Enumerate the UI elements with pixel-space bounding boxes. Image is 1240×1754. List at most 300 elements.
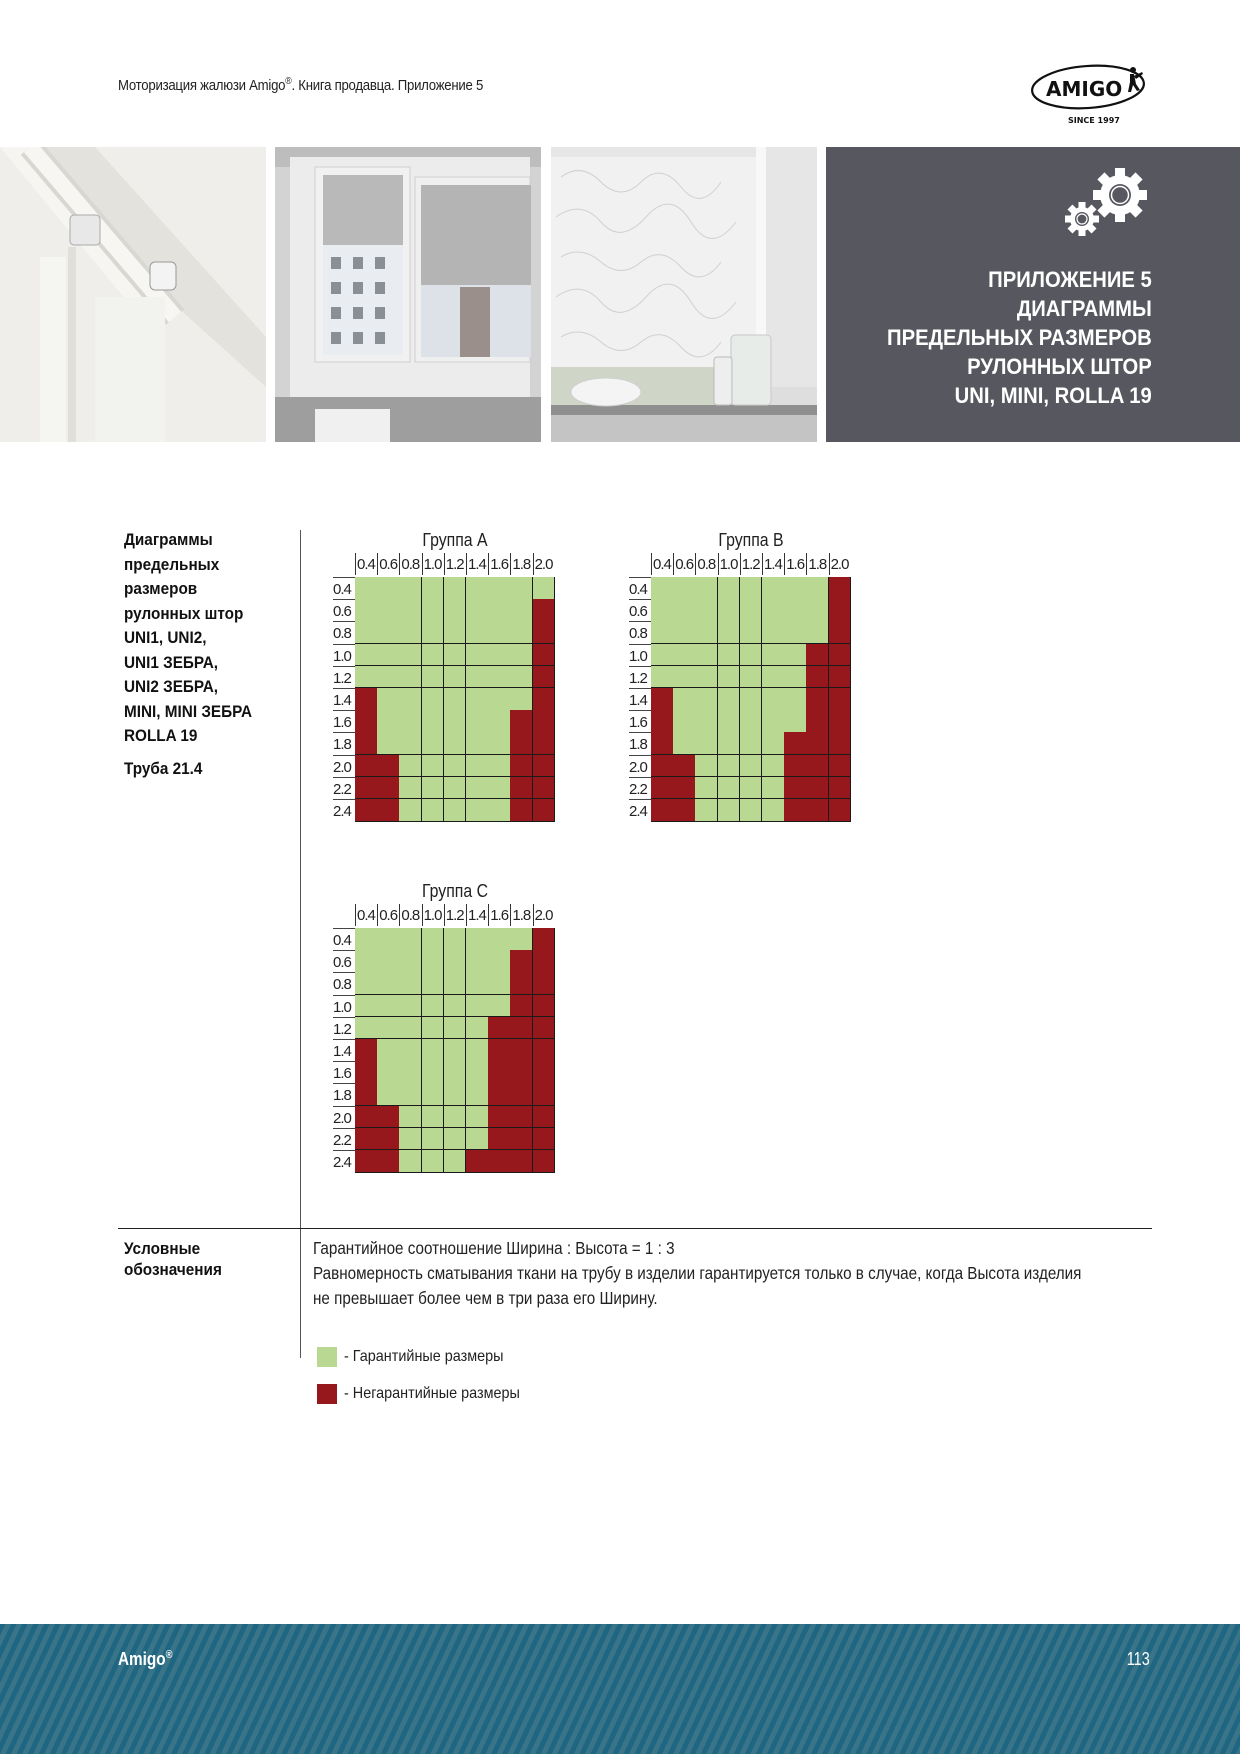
label-line: Условные: [124, 1239, 201, 1258]
cell-not-guaranteed: [510, 1128, 533, 1151]
cell-not-guaranteed: [355, 1128, 378, 1151]
cell-guaranteed: [422, 755, 445, 778]
cell-guaranteed: [466, 688, 489, 711]
cell-not-guaranteed: [510, 710, 533, 733]
cell-guaranteed: [740, 732, 763, 755]
cell-guaranteed: [466, 972, 489, 995]
height-tick-label: 2.2: [333, 777, 355, 799]
cell-guaranteed: [377, 1061, 400, 1084]
cell-not-guaranteed: [673, 777, 696, 800]
cell-guaranteed: [673, 644, 696, 667]
cell-not-guaranteed: [784, 777, 807, 800]
cell-guaranteed: [466, 950, 489, 973]
cell-not-guaranteed: [533, 755, 556, 778]
cell-guaranteed: [466, 777, 489, 800]
running-header: [118, 76, 483, 94]
photo-patterned-graphic: [551, 147, 817, 442]
label-line: размеров: [124, 579, 198, 598]
cell-not-guaranteed: [488, 1061, 511, 1084]
cell-guaranteed: [466, 577, 489, 600]
size-grid: [333, 907, 555, 1172]
cell-not-guaranteed: [829, 799, 852, 822]
cell-not-guaranteed: [651, 688, 674, 711]
width-tick-label: 1.6: [784, 553, 806, 575]
cell-guaranteed: [740, 577, 763, 600]
cell-guaranteed: [718, 710, 741, 733]
cell-guaranteed: [377, 644, 400, 667]
cell-not-guaranteed: [355, 755, 378, 778]
cell-guaranteed: [466, 1106, 489, 1129]
cell-not-guaranteed: [533, 950, 556, 973]
cell-guaranteed: [422, 1061, 445, 1084]
cell-guaranteed: [718, 577, 741, 600]
width-tick-label: 1.2: [444, 904, 466, 926]
title-line: ПРЕДЕЛЬНЫХ РАЗМЕРОВ: [887, 325, 1152, 350]
height-tick-label: 1.8: [333, 732, 355, 754]
cell-not-guaranteed: [651, 799, 674, 822]
cell-guaranteed: [422, 950, 445, 973]
cell-guaranteed: [355, 950, 378, 973]
cell-guaranteed: [718, 732, 741, 755]
cell-guaranteed: [488, 928, 511, 951]
cell-guaranteed: [651, 644, 674, 667]
cell-not-guaranteed: [829, 599, 852, 622]
cell-guaranteed: [377, 1083, 400, 1106]
cell-guaranteed: [355, 666, 378, 689]
cell-guaranteed: [533, 577, 556, 600]
width-tick-label: 2.0: [533, 904, 555, 926]
cell-guaranteed: [399, 972, 422, 995]
cell-not-guaranteed: [533, 644, 556, 667]
width-tick-label: 1.0: [422, 553, 444, 575]
cell-not-guaranteed: [784, 799, 807, 822]
height-tick-label: 2.4: [333, 799, 355, 821]
cell-guaranteed: [784, 688, 807, 711]
cell-guaranteed: [422, 928, 445, 951]
cell-guaranteed: [444, 995, 467, 1018]
cell-not-guaranteed: [829, 732, 852, 755]
cell-not-guaranteed: [533, 777, 556, 800]
label-line: UNI2 ЗЕБРА,: [124, 677, 219, 696]
cell-not-guaranteed: [355, 1039, 378, 1062]
photo-roller-graphic: [0, 147, 266, 442]
cell-guaranteed: [673, 710, 696, 733]
cell-guaranteed: [377, 1039, 400, 1062]
width-tick-label: 1.4: [466, 904, 488, 926]
label-line: Диаграммы: [124, 530, 213, 549]
cell-guaranteed: [695, 777, 718, 800]
cell-guaranteed: [740, 599, 763, 622]
cell-guaranteed: [422, 599, 445, 622]
cell-guaranteed: [355, 599, 378, 622]
cell-guaranteed: [695, 644, 718, 667]
cell-guaranteed: [399, 799, 422, 822]
cell-guaranteed: [422, 799, 445, 822]
cell-guaranteed: [488, 972, 511, 995]
cell-not-guaranteed: [355, 1106, 378, 1129]
cell-guaranteed: [762, 777, 785, 800]
width-tick-label: 0.4: [355, 904, 377, 926]
cell-guaranteed: [422, 1083, 445, 1106]
cell-guaranteed: [488, 799, 511, 822]
cell-guaranteed: [444, 1150, 467, 1173]
cell-guaranteed: [806, 599, 829, 622]
cell-guaranteed: [399, 1083, 422, 1106]
cell-guaranteed: [399, 928, 422, 951]
cell-not-guaranteed: [829, 621, 852, 644]
cell-guaranteed: [355, 972, 378, 995]
cell-guaranteed: [510, 644, 533, 667]
cell-not-guaranteed: [673, 755, 696, 778]
cell-not-guaranteed: [784, 732, 807, 755]
cell-guaranteed: [510, 928, 533, 951]
cell-guaranteed: [399, 599, 422, 622]
cell-not-guaranteed: [533, 995, 556, 1018]
width-tick-label: 1.0: [718, 553, 740, 575]
cell-guaranteed: [510, 577, 533, 600]
cell-not-guaranteed: [829, 777, 852, 800]
cell-guaranteed: [399, 777, 422, 800]
cell-not-guaranteed: [488, 1039, 511, 1062]
note-text: не превышает более чем в три раза его Ширину.: [313, 1288, 658, 1308]
cell-guaranteed: [444, 644, 467, 667]
cell-guaranteed: [422, 995, 445, 1018]
height-tick-label: 0.6: [333, 599, 355, 621]
cell-guaranteed: [510, 621, 533, 644]
cell-not-guaranteed: [533, 1150, 556, 1173]
title-line: UNI, MINI, ROLLA 19: [954, 383, 1152, 408]
cell-guaranteed: [466, 732, 489, 755]
cell-not-guaranteed: [829, 577, 852, 600]
cell-guaranteed: [422, 621, 445, 644]
cell-guaranteed: [444, 1128, 467, 1151]
cell-not-guaranteed: [806, 755, 829, 778]
cell-guaranteed: [806, 621, 829, 644]
cell-not-guaranteed: [510, 972, 533, 995]
cell-guaranteed: [399, 644, 422, 667]
cell-guaranteed: [695, 621, 718, 644]
cell-guaranteed: [651, 577, 674, 600]
width-tick-label: 1.6: [488, 904, 510, 926]
cell-not-guaranteed: [355, 1061, 378, 1084]
cell-not-guaranteed: [533, 732, 556, 755]
footer-brand: [118, 1649, 172, 1670]
cell-guaranteed: [466, 995, 489, 1018]
height-tick-label: 0.6: [333, 950, 355, 972]
height-tick-label: 1.4: [333, 688, 355, 710]
cell-guaranteed: [399, 710, 422, 733]
runner-icon: [1128, 67, 1143, 92]
cell-guaranteed: [740, 666, 763, 689]
width-tick-label: 0.8: [399, 904, 421, 926]
width-tick-label: 0.6: [377, 553, 399, 575]
cell-guaranteed: [466, 666, 489, 689]
height-tick-label: 1.2: [333, 1017, 355, 1039]
cell-guaranteed: [718, 755, 741, 778]
cell-guaranteed: [444, 1106, 467, 1129]
cell-guaranteed: [510, 599, 533, 622]
cell-guaranteed: [510, 688, 533, 711]
cell-guaranteed: [444, 688, 467, 711]
cell-guaranteed: [466, 928, 489, 951]
height-tick-label: 1.6: [333, 1061, 355, 1083]
cell-guaranteed: [740, 777, 763, 800]
cell-guaranteed: [377, 995, 400, 1018]
cell-guaranteed: [488, 644, 511, 667]
diagrams-section-label: [124, 528, 252, 781]
cell-not-guaranteed: [806, 799, 829, 822]
photo-patterned-blind: [551, 147, 817, 442]
cell-not-guaranteed: [488, 1106, 511, 1129]
width-tick-label: 0.8: [399, 553, 421, 575]
cell-guaranteed: [444, 577, 467, 600]
cell-guaranteed: [422, 688, 445, 711]
cell-guaranteed: [466, 1083, 489, 1106]
cell-guaranteed: [466, 710, 489, 733]
cell-guaranteed: [718, 688, 741, 711]
cell-not-guaranteed: [533, 1083, 556, 1106]
logo-brand: AMIGO: [1046, 77, 1123, 101]
cell-guaranteed: [651, 599, 674, 622]
height-tick-label: 1.2: [629, 666, 651, 688]
width-tick-label: 2.0: [829, 553, 851, 575]
cell-guaranteed: [718, 799, 741, 822]
height-tick-label: 1.8: [629, 732, 651, 754]
cell-guaranteed: [377, 972, 400, 995]
height-tick-label: 0.8: [333, 621, 355, 643]
cell-not-guaranteed: [533, 1061, 556, 1084]
cell-guaranteed: [444, 799, 467, 822]
height-tick-label: 2.0: [333, 1106, 355, 1128]
cell-not-guaranteed: [533, 1017, 556, 1040]
chart-title: Группа A: [422, 530, 488, 550]
cell-guaranteed: [422, 777, 445, 800]
height-tick-label: 1.2: [333, 666, 355, 688]
cell-guaranteed: [466, 644, 489, 667]
cell-guaranteed: [673, 688, 696, 711]
cell-not-guaranteed: [377, 777, 400, 800]
height-tick-label: 1.0: [333, 995, 355, 1017]
size-grid: [333, 556, 555, 821]
cell-not-guaranteed: [533, 1039, 556, 1062]
cell-guaranteed: [466, 1061, 489, 1084]
cell-not-guaranteed: [806, 688, 829, 711]
cell-not-guaranteed: [533, 1106, 556, 1129]
cell-guaranteed: [466, 621, 489, 644]
cell-guaranteed: [444, 666, 467, 689]
cell-guaranteed: [377, 621, 400, 644]
footer-brand-text: Amigo: [118, 1649, 166, 1669]
cell-not-guaranteed: [533, 972, 556, 995]
cell-guaranteed: [695, 799, 718, 822]
cell-not-guaranteed: [806, 777, 829, 800]
height-tick-label: 0.4: [629, 577, 651, 599]
cell-guaranteed: [740, 621, 763, 644]
cell-not-guaranteed: [355, 1150, 378, 1173]
cell-guaranteed: [740, 644, 763, 667]
cell-guaranteed: [673, 666, 696, 689]
cell-not-guaranteed: [355, 777, 378, 800]
cell-guaranteed: [488, 950, 511, 973]
cell-guaranteed: [444, 950, 467, 973]
cell-not-guaranteed: [533, 710, 556, 733]
width-tick-label: 0.4: [651, 553, 673, 575]
size-grid: [629, 556, 851, 821]
height-tick-label: 1.8: [333, 1083, 355, 1105]
cell-guaranteed: [762, 732, 785, 755]
section-divider: [118, 1228, 1152, 1229]
label-line: UNI1, UNI2,: [124, 628, 207, 647]
cell-not-guaranteed: [488, 1150, 511, 1173]
cell-guaranteed: [718, 599, 741, 622]
cell-guaranteed: [399, 621, 422, 644]
cell-not-guaranteed: [377, 755, 400, 778]
cell-guaranteed: [673, 621, 696, 644]
height-tick-label: 0.4: [333, 928, 355, 950]
height-tick-label: 2.4: [333, 1150, 355, 1172]
height-tick-label: 0.8: [333, 972, 355, 994]
photo-window-graphic: [275, 147, 541, 442]
cell-guaranteed: [399, 1106, 422, 1129]
cell-guaranteed: [355, 577, 378, 600]
cell-not-guaranteed: [510, 1061, 533, 1084]
cell-guaranteed: [740, 710, 763, 733]
amigo-logo: [1030, 58, 1154, 130]
cell-not-guaranteed: [510, 1039, 533, 1062]
cell-guaranteed: [762, 666, 785, 689]
cell-guaranteed: [806, 577, 829, 600]
gears-icon: [1062, 167, 1152, 239]
cell-not-guaranteed: [533, 688, 556, 711]
cell-guaranteed: [466, 1128, 489, 1151]
cell-guaranteed: [784, 644, 807, 667]
width-tick-label: 1.4: [762, 553, 784, 575]
height-tick-label: 0.8: [629, 621, 651, 643]
cell-guaranteed: [355, 1017, 378, 1040]
appendix-title: [887, 265, 1152, 410]
cell-guaranteed: [377, 928, 400, 951]
width-tick-label: 1.8: [806, 553, 828, 575]
cell-guaranteed: [673, 577, 696, 600]
cell-guaranteed: [466, 799, 489, 822]
cell-guaranteed: [740, 688, 763, 711]
photo-roller-mechanism: [0, 147, 266, 442]
cell-guaranteed: [444, 755, 467, 778]
green-swatch-icon: [317, 1347, 337, 1367]
cell-not-guaranteed: [533, 599, 556, 622]
width-tick-label: 1.4: [466, 553, 488, 575]
width-tick-label: 0.6: [377, 904, 399, 926]
cell-guaranteed: [355, 995, 378, 1018]
page-number: 113: [1127, 1649, 1150, 1669]
cell-guaranteed: [488, 621, 511, 644]
cell-guaranteed: [444, 621, 467, 644]
height-tick-label: 1.4: [333, 1039, 355, 1061]
cell-guaranteed: [422, 666, 445, 689]
cell-guaranteed: [422, 1106, 445, 1129]
cell-not-guaranteed: [510, 1106, 533, 1129]
note-text: Равномерность сматывания ткани на трубу в изделии гарантируется только в случае, когда Высота изделия: [313, 1263, 1082, 1283]
cell-guaranteed: [377, 688, 400, 711]
width-tick-label: 0.8: [695, 553, 717, 575]
width-tick-label: 1.2: [740, 553, 762, 575]
cell-guaranteed: [444, 1083, 467, 1106]
cell-guaranteed: [399, 755, 422, 778]
cell-guaranteed: [488, 755, 511, 778]
cell-not-guaranteed: [377, 799, 400, 822]
label-line: UNI1 ЗЕБРА,: [124, 652, 219, 672]
cell-guaranteed: [762, 599, 785, 622]
cell-not-guaranteed: [829, 666, 852, 689]
cell-guaranteed: [488, 732, 511, 755]
cell-not-guaranteed: [533, 928, 556, 951]
cell-not-guaranteed: [533, 799, 556, 822]
legend-item-not-guaranteed: [317, 1384, 539, 1404]
registered-mark: ®: [285, 76, 292, 87]
cell-guaranteed: [784, 621, 807, 644]
label-line: ROLLA 19: [124, 726, 198, 745]
cell-not-guaranteed: [488, 1017, 511, 1040]
cell-not-guaranteed: [510, 995, 533, 1018]
cell-guaranteed: [399, 577, 422, 600]
cell-not-guaranteed: [806, 666, 829, 689]
cell-guaranteed: [718, 666, 741, 689]
cell-guaranteed: [488, 666, 511, 689]
cell-guaranteed: [740, 799, 763, 822]
chart-title: Группа B: [718, 530, 784, 550]
cell-not-guaranteed: [510, 777, 533, 800]
cell-not-guaranteed: [829, 688, 852, 711]
cell-guaranteed: [488, 710, 511, 733]
cell-guaranteed: [399, 1128, 422, 1151]
cell-not-guaranteed: [651, 777, 674, 800]
height-tick-label: 2.2: [333, 1128, 355, 1150]
page-footer: [0, 1624, 1240, 1754]
label-line: предельных: [124, 554, 220, 574]
cell-not-guaranteed: [533, 666, 556, 689]
cell-not-guaranteed: [651, 755, 674, 778]
cell-guaranteed: [422, 644, 445, 667]
chart-title: Группа C: [421, 881, 489, 901]
ratio-text: Гарантийное соотношение Ширина : Высота = 1 : 3: [313, 1238, 675, 1258]
header-title-suffix: . Книга продавца. Приложение 5: [291, 77, 484, 94]
label-line: MINI, MINI ЗЕБРА: [124, 701, 253, 721]
title-line: ДИАГРАММЫ: [1017, 296, 1152, 321]
cell-guaranteed: [651, 666, 674, 689]
cell-guaranteed: [488, 577, 511, 600]
height-tick-label: 1.0: [629, 644, 651, 666]
cell-not-guaranteed: [651, 710, 674, 733]
cell-guaranteed: [784, 666, 807, 689]
logo-graphic: [1030, 58, 1154, 130]
cell-guaranteed: [422, 710, 445, 733]
cell-not-guaranteed: [377, 1150, 400, 1173]
cell-guaranteed: [740, 755, 763, 778]
cell-not-guaranteed: [510, 732, 533, 755]
cell-guaranteed: [466, 1017, 489, 1040]
cell-guaranteed: [695, 599, 718, 622]
cell-guaranteed: [355, 928, 378, 951]
cell-not-guaranteed: [488, 1083, 511, 1106]
cell-guaranteed: [695, 755, 718, 778]
cell-guaranteed: [444, 928, 467, 951]
cell-not-guaranteed: [510, 755, 533, 778]
cell-guaranteed: [673, 732, 696, 755]
height-tick-label: 1.4: [629, 688, 651, 710]
height-tick-label: 0.4: [333, 577, 355, 599]
legend-item-guaranteed: [317, 1347, 521, 1367]
cell-guaranteed: [422, 577, 445, 600]
